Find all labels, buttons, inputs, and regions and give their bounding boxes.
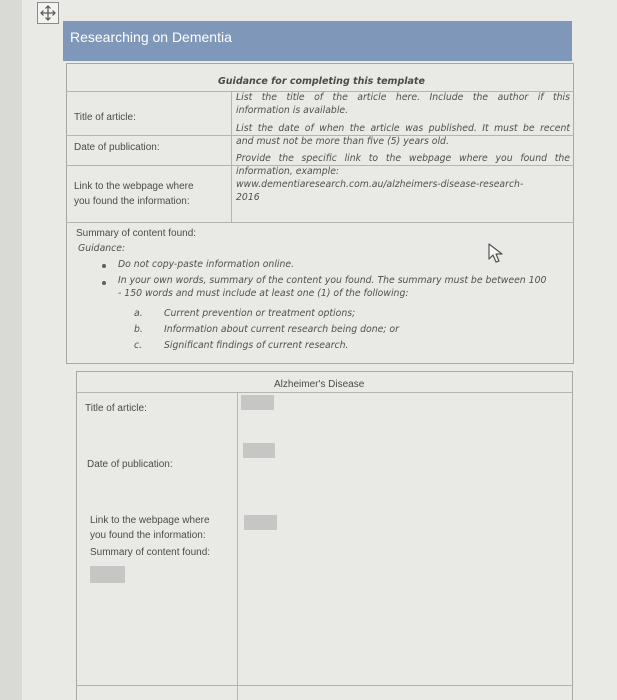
date-input[interactable] (243, 443, 275, 458)
guidance-date-text: List the date of when the article was published. It must be recent and must not be more than five (5) years old. (236, 123, 570, 147)
row-label-link: Link to the webpage where you found the information: (74, 181, 194, 207)
guidance-bullet-2: In your own words, summary of the content you found. The summary must be between 100 - 150 words and must include at least one (1) of the following: (118, 275, 547, 299)
guidance-bullet-1: Do not copy-paste information online. (118, 259, 295, 270)
summary-label: Summary of content found: (76, 228, 197, 239)
guidance-header: Guidance for completing this template (218, 76, 425, 87)
guidance-title-text: List the title of the article here. Include the author if this information is available. (236, 92, 570, 116)
move-handle[interactable] (37, 2, 59, 24)
option-text: Significant findings of current research. (164, 340, 349, 351)
title-label: Title of article: (85, 403, 147, 414)
option-text: Information about current research being done; or (164, 324, 399, 335)
cursor-icon (486, 242, 508, 266)
date-label: Date of publication: (87, 459, 173, 470)
link-input[interactable] (244, 515, 277, 530)
option-text: Current prevention or treatment options; (164, 308, 356, 319)
title-input[interactable] (241, 395, 274, 410)
summary-input[interactable] (90, 566, 125, 583)
page-title: Researching on Dementia (70, 29, 232, 45)
bullet (102, 264, 106, 268)
guidance-link-text: Provide the specific link to the webpage where you found the information, example: www.dementiaresearch.com.au/alzheimers-disease-research- 2016 (236, 153, 570, 203)
row-label-title: Title of article: (74, 112, 136, 123)
title-banner (63, 21, 572, 61)
guidance-label: Guidance: (78, 243, 126, 254)
guidance-column-divider (231, 91, 232, 222)
summary-field-label: Summary of content found: (90, 547, 211, 558)
table-bottom-divider (76, 685, 573, 686)
table-header-divider (76, 392, 573, 393)
row-label-date: Date of publication: (74, 142, 160, 153)
option-marker: a. (134, 308, 143, 319)
table-column-divider (237, 392, 238, 700)
option-marker: c. (134, 340, 143, 351)
link-label: Link to the webpage where you found the information: (90, 515, 210, 541)
option-marker: b. (134, 324, 143, 335)
table-heading: Alzheimer's Disease (274, 379, 365, 390)
move-icon (38, 3, 58, 23)
row-divider (66, 222, 574, 223)
bullet (102, 281, 106, 285)
